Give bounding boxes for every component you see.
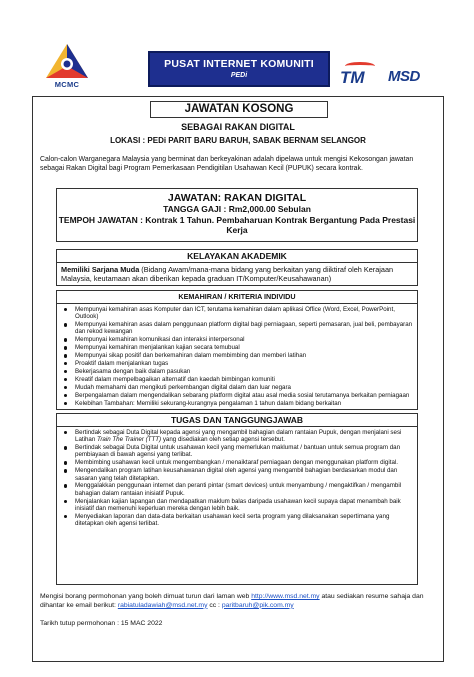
list-item: Mempunyai kemahiran asas dalam penggunaan platform digital bagi perniagaan, seperti pemasaran, jual beli, pembayaran dan rekod kewangan [63,321,413,336]
list-item: Mudah memahami dan mengikuti perkembangan digital dalam dan luar negara [63,384,413,391]
page-header [0,0,474,92]
list-item: Mempunyai kemahiran menjalankan kajian secara temubual [63,344,413,351]
bullet-icon [64,484,67,487]
kelayakan-heading: KELAYAKAN AKADEMIK [56,249,418,263]
list-item: Kelebihan Tambahan: Memiliki sekurang-kurangnya pengalaman 1 tahun dalam bidang berkaitan [63,400,413,407]
tugas-heading: TUGAS DAN TANGGUNGJAWAB [56,413,418,427]
list-item: Bekerjasama dengan baik dalam pasukan [63,368,413,375]
bullet-icon [64,378,67,381]
kemahiran-body [56,304,418,410]
bullet-icon [64,370,67,373]
mcmc-logo [36,42,98,92]
list-item: Menggalakkan penggunaan internet dan peranti pintar (smart devices) untuk menyambung / mengaktifkan / mengambil bahagian dalam rantaian inisiatif Pupuk. [63,482,413,497]
list-item: Mempunyai kemahiran komunikasi dan interaksi interpersonal [63,336,413,343]
bullet-icon [64,323,67,326]
list-item: Menyediakan laporan dan data-data berkaitan usahawan kecil serta program yang dilaksanakan sepertimana yang ditetapkan oleh agensi terlibat. [63,513,413,528]
intro-paragraph: Calon-calon Warganegara Malaysia yang berminat dan berkeyakinan adalah dipelawa untuk mengisi Kekosongan jawatan sebagai Rakan Digital bagi Program Pemerkasaan Pendigitilan Usahawan Kecil (PUPUK) secara kontrak. [40,156,414,172]
bullet-icon [64,308,67,311]
location-line: LOKASI : PEDi PARIT BARU BARUH, SABAK BERNAM SELANGOR [110,136,366,145]
kemahiran-heading: KEMAHIRAN / KRITERIA INDIVIDU [56,290,418,304]
job-title: JAWATAN: RAKAN DIGITAL [167,192,307,204]
list-item: Bertindak sebagai Duta Digital kepada agensi yang mengambil bahagian dalam rantaian Pupuk, dengan menjalani sesi Latihan Train The Trainer (TTT) yang disediakan oleh setiap agensi tersebut. [63,429,413,444]
pik-logo [148,51,330,87]
list-item: Proaktif dalam menjalankan tugas [63,360,413,367]
list-item: Mempunyai sikap positif dan berkemahiran dalam membimbing dan memberi latihan [63,352,413,359]
list-item: Bertindak sebagai Duta Digital untuk usahawan kecil yang memerlukan maklumat / bantuan untuk semua program dan pembiayaan di bawah agensi yang terlibat. [63,444,413,459]
list-item: Mengendalikan program latihan keusahawanan digital oleh agensi yang mengambil bahagian berdasarkan modul dan sasaran yang telah ditetapkan. [63,467,413,482]
application-instructions: Mengisi borang permohonan yang boleh dimuat turun dari laman web http://www.msd.net.my atau sediakan resume sahaja dan dihantar ke email berikut: rabiatuladawiah@msd.net.my cc : paritbaruh@pik.com.my [40,593,424,609]
msd-logo: MSD [388,68,420,85]
kelayakan-degree: Memiliki Sarjana Muda [61,265,140,274]
job-box [56,188,418,242]
pik-logo-subtitle: PEDi [230,72,248,79]
bullet-icon [64,469,67,472]
kelayakan-text [57,263,417,285]
website-link[interactable]: http://www.msd.net.my [251,593,320,600]
bullet-icon [64,362,67,365]
closing-date: Tarikh tutup permohonan : 15 MAC 2022 [40,620,163,627]
list-item: Menjalankan kajian lapangan dan mendapatkan maklum balas daripada usahawan kecil supaya dapat menambah baik inisiatif dan memenuhi keperluan mereka dengan lebih baik. [63,498,413,513]
email-link[interactable]: rabiatuladawiah@msd.net.my [117,601,208,609]
list-item: Kreatif dalam mempelbagaikan alternatif dan kaedah bimbingan komuniti [63,376,413,383]
bullet-icon [64,394,67,397]
job-duration: TEMPOH JAWATAN : Kontrak 1 Tahun. Pembaharuan Kontrak Bergantung Pada Prestasi Kerja [58,215,416,235]
bullet-icon [64,346,67,349]
bullet-icon [64,461,67,464]
bullet-icon [64,515,67,518]
tugas-body [56,427,418,585]
pik-logo-title: PUSAT INTERNET KOMUNITI [164,58,314,70]
bullet-icon [64,431,67,434]
mcmc-emblem-icon [36,42,98,80]
page-title: JAWATAN KOSONG [150,101,328,118]
kelayakan-body [56,263,418,286]
bullet-icon [64,338,67,341]
bullet-icon [64,500,67,503]
list-item: Mempunyai kemahiran asas Komputer dan ICT, terutama kemahiran dalam aplikasi Office (Word, Excel, PowerPoint, Outlook) [63,306,413,321]
tugas-list [57,427,417,527]
list-item: Berpengalaman dalam mengendalikan sebarang platform digital atau asal media sosial terutamanya berkaitan perniagaan [63,392,413,399]
bullet-icon [64,386,67,389]
job-salary: TANGGA GAJI : Rm2,000.00 Sebulan [163,204,311,214]
cc-email-link[interactable]: paritbaruh@pik.com.my [221,601,294,609]
bullet-icon [64,446,67,449]
kemahiran-list [57,304,417,407]
page-subtitle: SEBAGAI RAKAN DIGITAL [181,122,295,132]
bullet-icon [64,354,67,357]
bullet-icon [64,402,67,405]
list-item: Membimbing usahawan kecil untuk mengembangkan / menaiktaraf perniagaan dengan menggunakan platform digital. [63,459,413,466]
kelayakan-detail: (Bidang Awam/mana-mana bidang yang berkaitan yang diiktiraf oleh Kerajaan Malaysia, keutamaan akan diberikan kepada graduan IT/Komputer/Keusahawanan) [61,265,394,284]
tm-logo: TM [340,68,365,87]
mcmc-logo-text: MCMC [54,80,80,89]
